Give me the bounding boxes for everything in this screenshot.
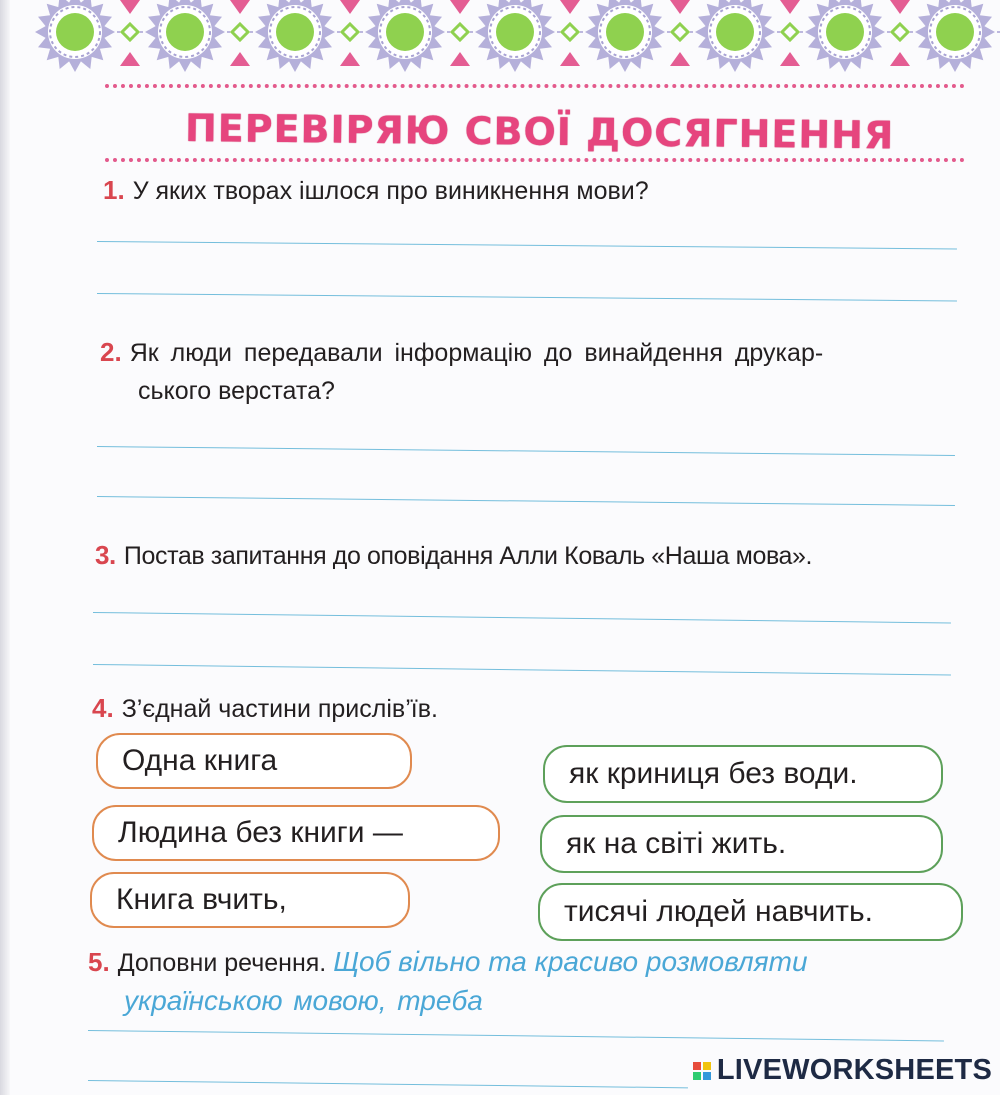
- question-number: 5.: [88, 947, 110, 977]
- pink-triangle: [890, 0, 910, 14]
- rosette-center: [826, 13, 864, 51]
- answer-line-3b[interactable]: [93, 664, 951, 675]
- diamond: [782, 24, 798, 40]
- question-number: 2.: [100, 337, 122, 367]
- diamond: [452, 24, 468, 40]
- rosette-center: [166, 13, 204, 51]
- diamond: [562, 24, 578, 40]
- decorative-ornament-border: [0, 0, 1000, 80]
- diamond: [342, 24, 358, 40]
- question-3: [95, 536, 812, 575]
- pink-triangle: [670, 0, 690, 14]
- answer-line-5a[interactable]: [88, 1030, 944, 1041]
- question-text: Постав запитання до оповідання Алли Коваль «Наша мова».: [123, 542, 813, 570]
- answer-line-2a[interactable]: [97, 446, 955, 456]
- question-text-line1: Як люди передавали інформацію до винайдення друкар-: [129, 339, 824, 367]
- proverb-start-2[interactable]: Людина без книги —: [92, 805, 500, 861]
- answer-line-2b[interactable]: [97, 496, 955, 506]
- pink-triangle: [780, 0, 800, 14]
- pink-triangle: [890, 52, 910, 66]
- question-2: [100, 333, 960, 410]
- diamond: [672, 24, 688, 40]
- rosette-center: [936, 13, 974, 51]
- pink-triangle: [230, 52, 250, 66]
- question-number: 1.: [103, 175, 125, 205]
- proverb-start-1[interactable]: Одна книга: [96, 733, 412, 789]
- question-text-line2: ського верстата?: [138, 377, 335, 405]
- rosette-center: [496, 13, 534, 51]
- answer-line-5b[interactable]: [88, 1080, 688, 1088]
- proverb-end-3[interactable]: тисячі людей навчить.: [538, 883, 963, 941]
- logo-blocks-icon: [692, 1061, 714, 1081]
- sentence-start-line2: українською мовою, треба: [124, 985, 483, 1016]
- dotted-divider-top: [105, 84, 965, 88]
- question-4: [92, 689, 438, 728]
- dotted-divider-bottom: [105, 158, 965, 162]
- answer-line-3a[interactable]: [93, 612, 951, 623]
- question-text: У яких творах ішлося про виникнення мови?: [132, 177, 649, 205]
- answer-line-1a[interactable]: [97, 241, 957, 250]
- pink-triangle: [230, 0, 250, 14]
- liveworksheets-logo: [692, 1054, 992, 1087]
- question-number: 4.: [92, 693, 114, 723]
- rosette-center: [56, 13, 94, 51]
- pink-triangle: [340, 0, 360, 14]
- rosette-center: [386, 13, 424, 51]
- pink-triangle: [670, 52, 690, 66]
- proverb-end-2[interactable]: як на світі жить.: [540, 815, 943, 873]
- rosette-center: [276, 13, 314, 51]
- sentence-start-line1: Щоб вільно та красиво розмовляти: [333, 946, 808, 977]
- logo-text: LIVEWORKSHEETS: [716, 1054, 992, 1086]
- question-text: З’єднай частини прислів’їв.: [121, 695, 438, 723]
- page-edge-shadow: [0, 0, 10, 1095]
- pink-triangle: [560, 0, 580, 14]
- pink-triangle: [340, 52, 360, 66]
- question-number: 3.: [95, 540, 116, 570]
- pink-triangle: [450, 52, 470, 66]
- page-title: ПЕРЕВІРЯЮ СВОЇ ДОСЯГНЕННЯ: [184, 106, 895, 158]
- diamond: [122, 24, 138, 40]
- rosette-center: [606, 13, 644, 51]
- pink-triangle: [780, 52, 800, 66]
- proverb-end-1[interactable]: як криниця без води.: [543, 745, 943, 803]
- question-5: [88, 943, 968, 1020]
- proverb-start-3[interactable]: Книга вчить,: [90, 872, 410, 928]
- rosette-center: [716, 13, 754, 51]
- question-1: [103, 171, 649, 210]
- pink-triangle: [450, 0, 470, 14]
- diamond: [892, 24, 908, 40]
- pink-triangle: [120, 52, 140, 66]
- question-text: Доповни речення.: [117, 949, 327, 977]
- answer-line-1b[interactable]: [97, 293, 957, 302]
- diamond: [232, 24, 248, 40]
- pink-triangle: [560, 52, 580, 66]
- pink-triangle: [120, 0, 140, 14]
